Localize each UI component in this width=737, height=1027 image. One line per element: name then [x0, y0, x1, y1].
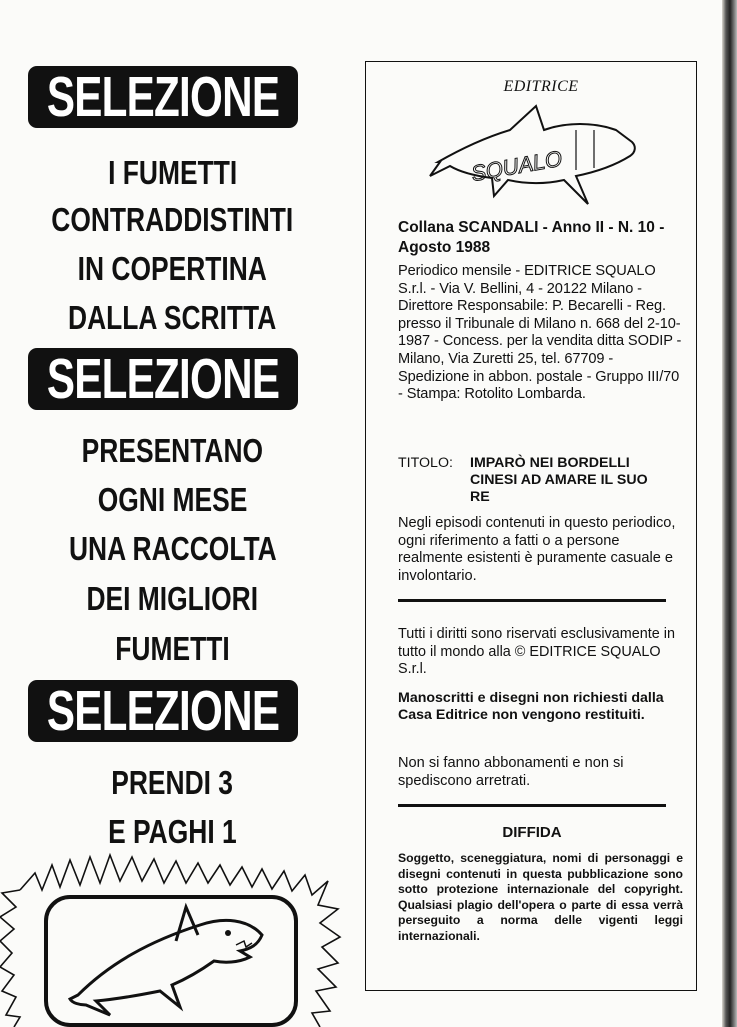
selezione-badge-text: SELEZIONE: [46, 678, 280, 743]
rights-notice: Tutti i diritti sono riservati esclusivamente in tutto il mondo alla © EDITRICE SQUALO S.r.l.: [398, 626, 675, 677]
colophon-panel: [365, 61, 697, 991]
section-divider: [398, 599, 666, 602]
promo-line: DALLA SCRITTA: [68, 299, 277, 336]
title-value: IMPARÒ NEI BORDELLI CINESI AD AMARE IL SUO RE: [470, 455, 648, 505]
publication-details: Periodico mensile - EDITRICE SQUALO S.r.l. - Via V. Bellini, 4 - 20122 Milano - Direttore Responsabile: P. Becarelli - Reg. presso il Tribunale di Milano n. 668 del 2-10-1987 - Concess. per la vendita ditta SODIP - Milano, Via Zuretti 25, tel. 67709 - Spedizione in abbon. postale - Gruppo III/70 - Stampa: Rotolito Lombarda.: [398, 263, 682, 403]
promo-line: PRESENTANO: [81, 432, 264, 469]
promo-line: DEI MIGLIORI: [86, 580, 259, 617]
promo-line: FUMETTI: [115, 630, 230, 667]
shark-burst-illustration: [0, 845, 345, 1027]
promo-line: E PAGHI 1: [108, 813, 237, 850]
promo-line: PRENDI 3: [111, 764, 234, 801]
section-divider: [398, 804, 666, 807]
promo-line: IN COPERTINA: [77, 250, 268, 287]
diffida-text: Soggetto, sceneggiatura, nomi di personaggi e disegni contenuti in questa pubblicazione sono sotto protezione internazionale del copyright. Qualsiasi plagio dell'opera o parte di essa verrà perseguito a norma delle vigenti leggi internazionali.: [398, 851, 683, 943]
promo-line: CONTRADDISTINTI: [51, 201, 294, 238]
page-binding-edge: [722, 0, 737, 1027]
diffida-heading: DIFFIDA: [502, 824, 562, 841]
selezione-advert: [0, 0, 345, 1027]
issue-title: [398, 455, 683, 506]
publisher-label: EDITRICE: [503, 78, 579, 95]
squalo-shark-logo-icon: [426, 100, 656, 220]
selezione-badge-top: [28, 66, 298, 128]
selezione-badge-bottom: [28, 680, 298, 742]
title-label: TITOLO:: [398, 455, 453, 471]
series-info: Collana SCANDALI - Anno II - N. 10 - Agosto 1988: [398, 219, 665, 256]
selezione-badge-text: SELEZIONE: [46, 346, 280, 411]
promo-line: I FUMETTI: [107, 154, 238, 191]
logo-lettering: SQUALO: [469, 145, 564, 187]
selezione-badge-middle: [28, 348, 298, 410]
subscriptions-notice: Non si fanno abbonamenti e non si spediscono arretrati.: [398, 755, 624, 789]
manuscripts-notice: Manoscritti e disegni non richiesti dalla Casa Editrice non vengono restituiti.: [398, 690, 664, 723]
disclaimer-text: Negli episodi contenuti in questo periodico, ogni riferimento a fatti o a persone realmente esistenti è puramente casuale e involontario.: [398, 515, 676, 584]
selezione-badge-text: SELEZIONE: [46, 64, 280, 129]
promo-line: UNA RACCOLTA: [68, 530, 277, 567]
promo-line: OGNI MESE: [97, 481, 248, 518]
